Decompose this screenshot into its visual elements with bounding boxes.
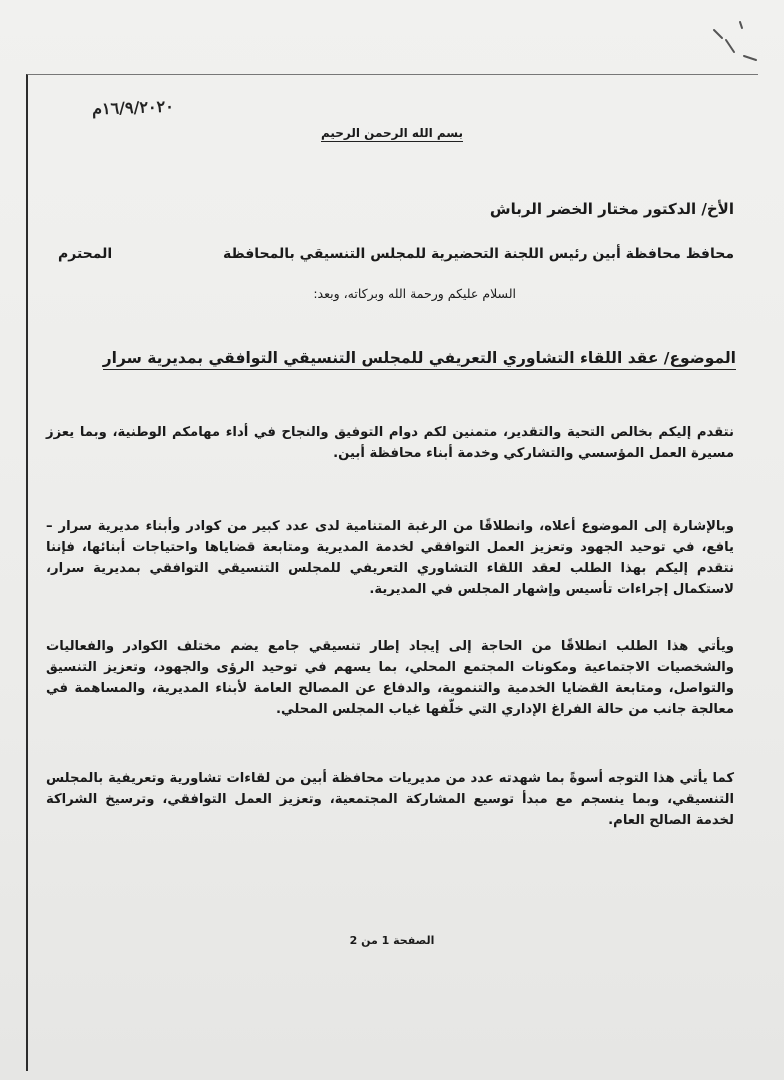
pen-mark-scribble [704,12,764,72]
basmala-text: بسم الله الرحمن الرحيم [320,126,464,140]
recipient-title: محافظ محافظة أبين رئيس اللجنة التحضيرية للمجلس التنسيقي بالمحافظة [223,246,734,262]
handwritten-date: ١٦/٩/٢٠٢٠م [91,96,175,119]
subject-text: الموضوع/ عقد اللقاء التشاوري التعريفي للمجلس التنسيقي التوافقي بمديرية سرار [103,349,736,370]
body-paragraph-3: ويأتي هذا الطلب انطلاقًا من الحاجة إلى إيجاد إطار تنسيقي جامع يضم مختلف الكوادر والفعاليات والشخصيات الاجتماعية ومكونات المجتمع المحلي، بما يسهم في توحيد الرؤى والجهود، وتعزيز التنسيق والتواصل، ومتابعة القضايا الخدمية والتنموية، والدفاع عن المصالح العامة لأبناء المديرية، والمساهمة في معالجة جانب من حالة الفراغ الإداري التي خلّفها غياب المجلس المحلي. [46,639,734,717]
body-paragraph-1: نتقدم إليكم بخالص التحية والتقدير، متمنين لكم دوام التوفيق والنجاح في أداء مهامكم الوطنية، وبما يعزز مسيرة العمل المؤسسي والتشاركي وخدمة أبناء محافظة أبين. [46,425,734,461]
recipient-name: الأخ/ الدكتور مختار الخضر الرباش [489,200,734,218]
greeting: السلام عليكم ورحمة الله وبركاته، وبعد: [313,286,516,301]
subject-line [103,349,736,367]
body-paragraph-2: وبالإشارة إلى الموضوع أعلاه، وانطلاقًا من الرغبة المتنامية لدى عدد كبير من كوادر وأبناء مديرية سرار – يافع، في توحيد الجهود وتعزيز العمل التوافقي لخدمة المديرية ومتابعة قضاياها واحتياجات أبنائها، فإننا نتقدم إليكم بهذا الطلب لعقد اللقاء التشاوري التعريفي للمجلس التنسيقي التوافقي بمديرية سرار، لاستكمال إجراءات تأسيس وإشهار المجلس في المديرية. [46,519,734,597]
recipient-honorific: المحترم [58,246,113,262]
basmala-heading [0,126,784,140]
body-paragraph-4: كما يأتي هذا التوجه أسوةً بما شهدته عدد من مديريات محافظة أبين من لقاءات تشاورية وتعريفية بالمجلس التنسيقي، وبما ينسجم مع مبدأ توسيع المشاركة المجتمعية، وتعزيز العمل التوافقي، وترسيخ الشراكة لخدمة الصالح العام. [46,771,734,828]
page-number: الصفحة 1 من 2 [349,934,435,947]
